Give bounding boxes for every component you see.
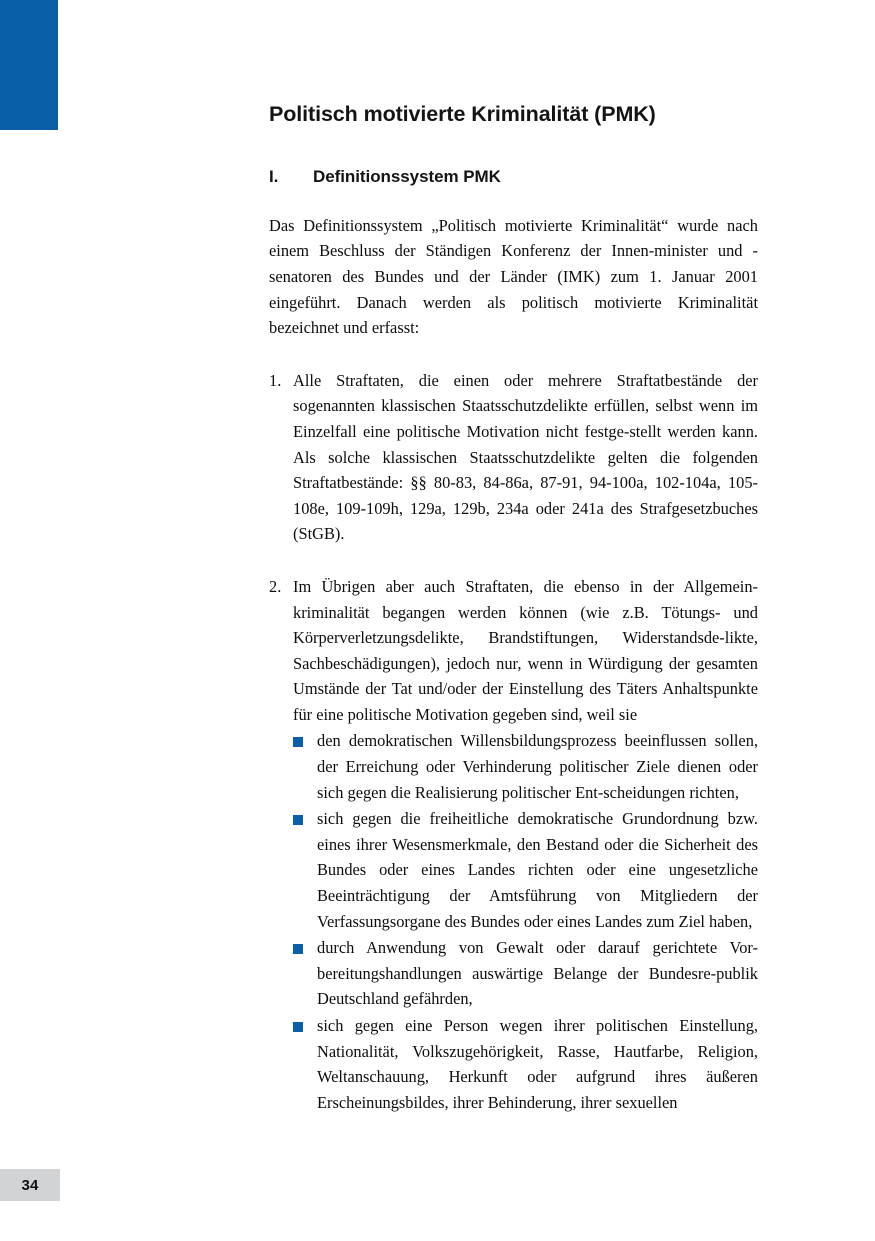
bullet-list-item: [293, 728, 758, 805]
page-number: 34: [21, 1176, 39, 1194]
square-bullet-icon: [293, 944, 303, 954]
list-item-text: Im Übrigen aber auch Straftaten, die ebenso in der Allgemein-kriminalität begangen werden können (wie z.B. Tötungs- und Körperverletzungsdelikte, Brandstiftungen, Widerstandsde-likte, Sachbeschädigungen), jedoch nur, wenn in Würdigung der gesamten Umstände der Tat und/oder der Einstellung des Täters Anhaltspunkte für eine politische Motivation gegeben sind, weil sie: [293, 576, 758, 724]
bullet-item-text: sich gegen eine Person wegen ihrer politischen Einstellung, Nationalität, Volkszugehörigkeit, Rasse, Hautfarbe, Religion, Weltanschauung, Herkunft oder aufgrund ihres äußeren Erscheinungsbildes, ihrer Behinderung, ihrer sexuellen: [317, 1016, 758, 1112]
blue-corner-block: [0, 0, 58, 130]
page-number-tab: [0, 1169, 60, 1201]
list-item-marker: 2.: [269, 576, 282, 596]
bullet-item-text: sich gegen die freiheitliche demokratische Grundordnung bzw. eines ihrer Wesensmerkmale, den Bestand oder die Sicherheit des Bundes oder eines Landes richten oder eine ungesetzliche Beeinträchtigung der Amtsführung von Mitgliedern der Verfassungsorgane des Bundes oder eines Landes zum Ziel haben,: [317, 809, 758, 931]
square-bullet-list: [293, 728, 758, 1115]
bullet-list-item: [293, 806, 758, 934]
section-heading: [269, 167, 758, 187]
section-label: Definitionssystem PMK: [313, 166, 501, 186]
intro-paragraph: Das Definitionssystem „Politisch motivierte Kriminalität“ wurde nach einem Beschluss der Ständigen Konferenz der Innen-minister und -senatoren des Bundes und der Länder (IMK) zum 1. Januar 2001 eingeführt. Danach werden als politisch motivierte Kriminalität bezeichnet und erfasst:: [269, 215, 758, 338]
bullet-list-item: [293, 935, 758, 1012]
square-bullet-icon: [293, 737, 303, 747]
page-content: [269, 102, 758, 1115]
bullet-item-text: den demokratischen Willensbildungsprozess beeinflussen sollen, der Erreichung oder Verhinderung politischer Ziele dienen oder sich gegen die Realisierung politischer Ent-scheidungen richten,: [317, 731, 758, 802]
bullet-list-item: [293, 1013, 758, 1115]
section-number: I.: [269, 166, 279, 186]
page-title: Politisch motivierte Kriminalität (PMK): [269, 102, 656, 126]
numbered-list-item: [269, 368, 758, 547]
list-item-text: Alle Straftaten, die einen oder mehrere Straftatbestände der sogenannten klassischen Staatsschutzdelikte erfüllen, selbst wenn im Einzelfall eine politische Motivation nicht festge-stellt werden kann. Als solche klassischen Staatsschutzdelikte gelten die folgenden Straftatbestände: §§ 80-83, 84-86a, 87-91, 94-100a, 102-104a, 105-108e, 109-109h, 129a, 129b, 234a oder 241a des Strafgesetzbuches (StGB).: [293, 370, 758, 544]
numbered-list-item: [269, 574, 758, 1115]
numbered-list: [269, 368, 758, 1116]
square-bullet-icon: [293, 1022, 303, 1032]
square-bullet-icon: [293, 815, 303, 825]
bullet-item-text: durch Anwendung von Gewalt oder darauf gerichtete Vor-bereitungshandlungen auswärtige Belange der Bundesre-publik Deutschland gefährden,: [317, 938, 758, 1009]
corner-block-stripe: [55, 0, 58, 130]
list-item-marker: 1.: [269, 370, 282, 390]
